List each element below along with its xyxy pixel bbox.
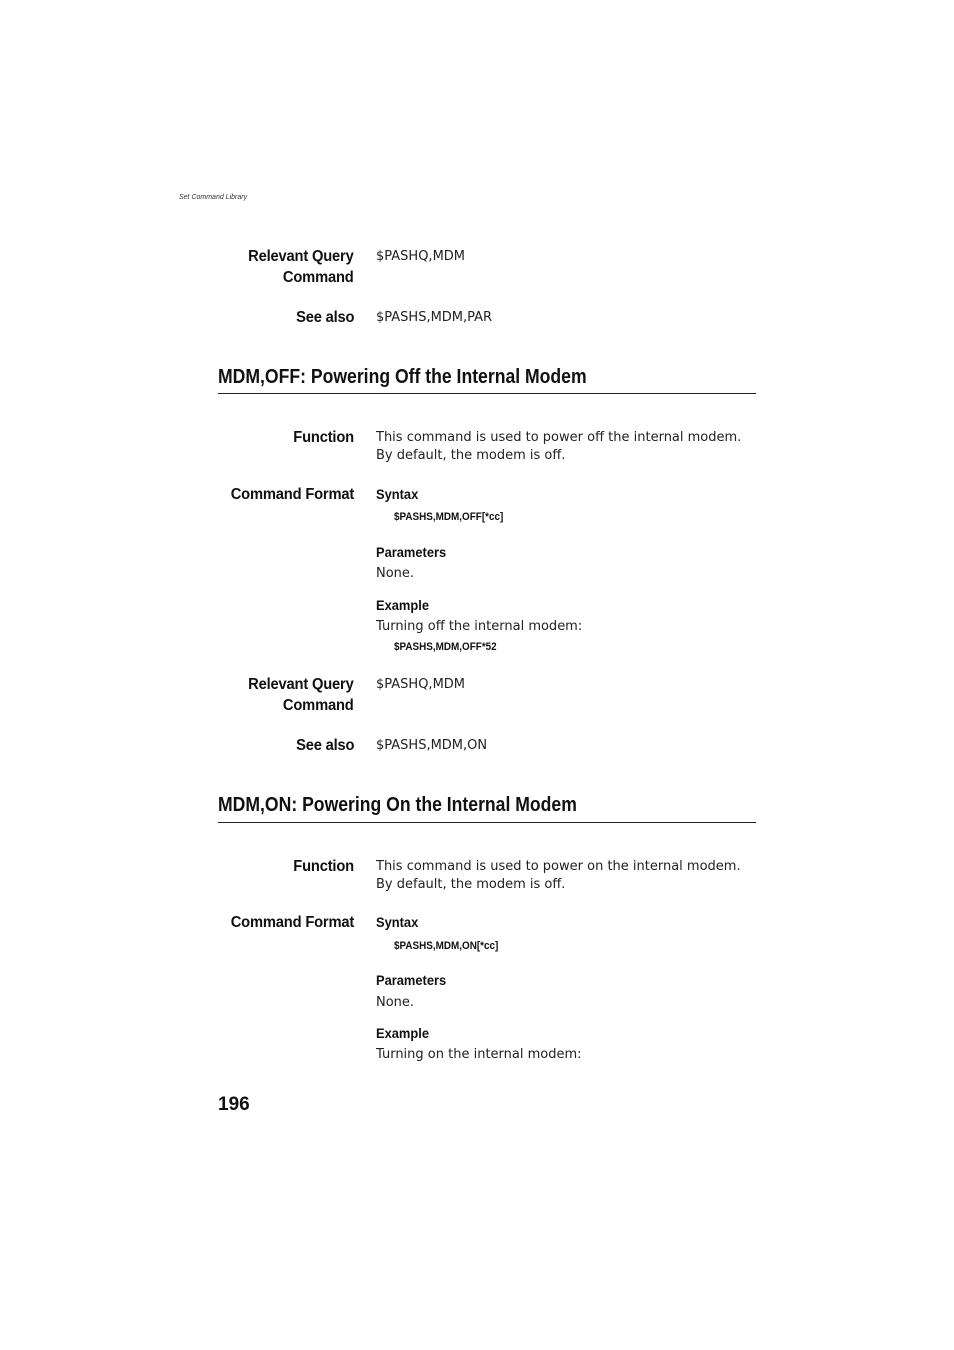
example-label: Example bbox=[376, 1025, 429, 1041]
example-code: $PASHS,MDM,OFF*52 bbox=[394, 641, 497, 653]
relevant-query-label bbox=[249, 674, 354, 716]
command-format-label: Command Format bbox=[230, 914, 354, 931]
parameters-text: None. bbox=[376, 995, 415, 1010]
see-also-value: $PASHS,MDM,ON bbox=[376, 738, 488, 753]
syntax-label: Syntax bbox=[376, 914, 419, 930]
relevant-query-label-line1: Relevant Query bbox=[248, 248, 354, 265]
function-text: This command is used to power off the internal modem. By default, the modem is off. bbox=[376, 430, 742, 463]
parameters-label: Parameters bbox=[376, 544, 447, 560]
running-head: Set Command Library bbox=[179, 194, 248, 201]
relevant-query-label-line2: Command bbox=[283, 697, 354, 714]
function-text: This command is used to power on the internal modem. By default, the modem is off. bbox=[376, 859, 741, 892]
relevant-query-value: $PASHQ,MDM bbox=[376, 677, 466, 692]
relevant-query-value: $PASHQ,MDM bbox=[376, 249, 466, 264]
section-heading-mdm-on: MDM,ON: Powering On the Internal Modem bbox=[218, 794, 577, 816]
example-text: Turning on the internal modem: bbox=[376, 1047, 582, 1062]
example-text: Turning off the internal modem: bbox=[376, 619, 583, 634]
section-heading-mdm-off: MDM,OFF: Powering Off the Internal Modem bbox=[218, 366, 587, 388]
parameters-label: Parameters bbox=[376, 972, 447, 988]
heading-rule bbox=[218, 822, 756, 823]
relevant-query-label-line2: Command bbox=[283, 269, 354, 286]
relevant-query-label-line1: Relevant Query bbox=[248, 676, 354, 693]
see-also-label: See also bbox=[295, 737, 354, 754]
parameters-text: None. bbox=[376, 566, 415, 581]
syntax-label: Syntax bbox=[376, 486, 419, 502]
function-label: Function bbox=[293, 429, 354, 446]
command-format-label: Command Format bbox=[230, 486, 354, 503]
relevant-query-label bbox=[249, 246, 354, 288]
syntax-code: $PASHS,MDM,ON[*cc] bbox=[394, 940, 499, 952]
see-also-value: $PASHS,MDM,PAR bbox=[376, 310, 493, 325]
page-number: 196 bbox=[218, 1094, 250, 1115]
heading-rule bbox=[218, 393, 756, 394]
see-also-label: See also bbox=[295, 309, 354, 326]
syntax-code: $PASHS,MDM,OFF[*cc] bbox=[394, 511, 504, 523]
function-label: Function bbox=[293, 858, 354, 875]
example-label: Example bbox=[376, 597, 429, 613]
